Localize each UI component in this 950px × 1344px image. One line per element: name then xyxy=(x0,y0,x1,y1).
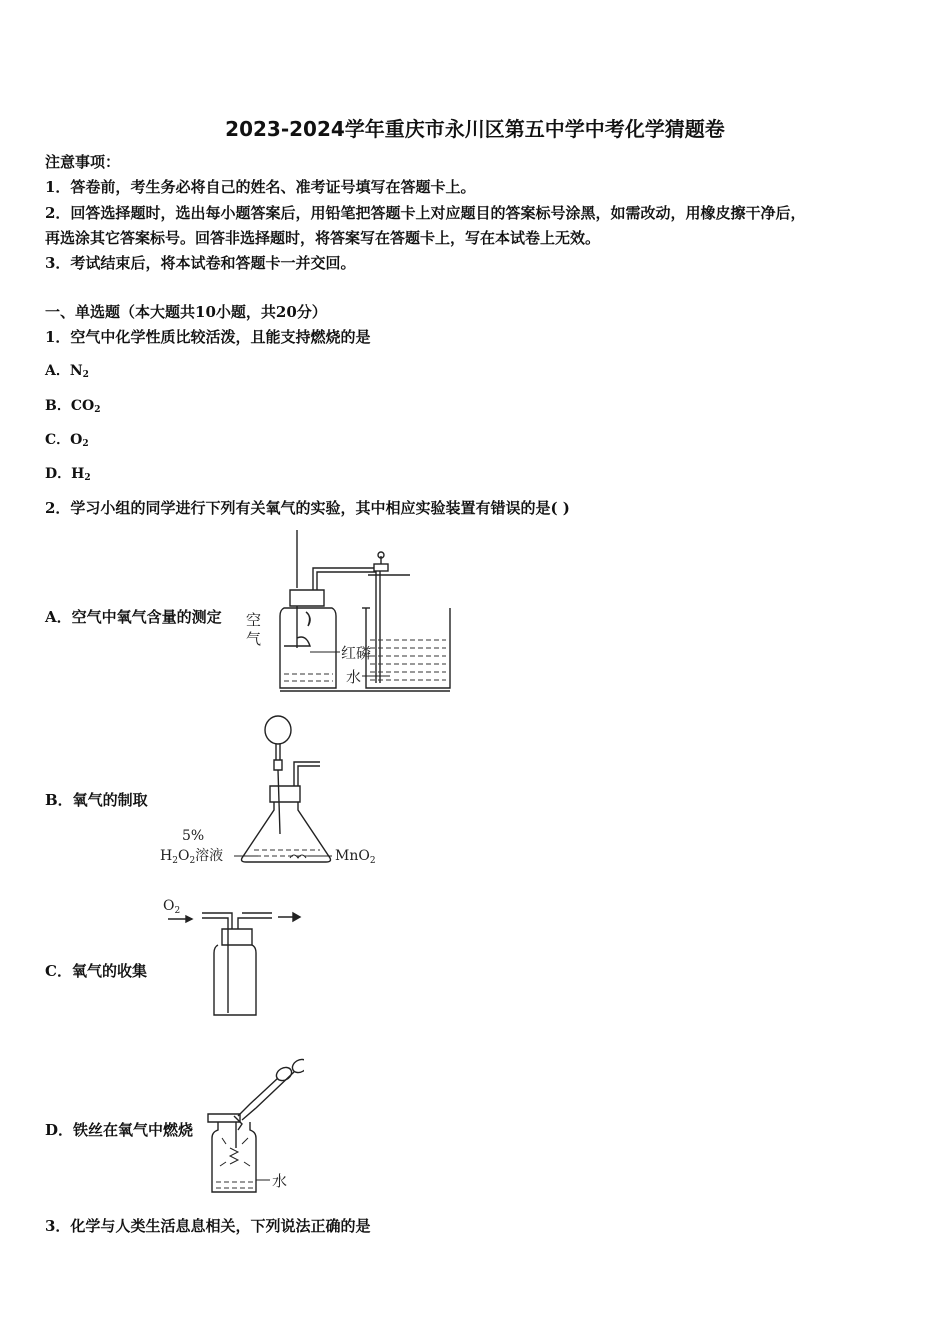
figure-b-apparatus xyxy=(158,712,383,870)
question-1-stem: 1．空气中化学性质比较活泼，且能支持燃烧的是 xyxy=(45,328,371,346)
figure-c-apparatus xyxy=(158,893,308,1021)
q2-option-a: A．空气中氧气含量的测定 xyxy=(45,608,222,626)
option-subscript: 2 xyxy=(84,473,91,483)
option-label: B． xyxy=(45,398,71,414)
q2-option-c: C．氧气的收集 xyxy=(45,962,147,980)
figure-d-apparatus xyxy=(204,1052,304,1197)
air-label-top: 空 xyxy=(246,611,262,629)
q1-option-c xyxy=(45,429,89,449)
option-label: A． xyxy=(45,363,70,379)
water-label: 水 xyxy=(346,668,362,686)
page-title: 2023-2024学年重庆市永川区第五中学中考化学猜题卷 xyxy=(225,117,725,141)
option-subscript: 2 xyxy=(82,439,89,449)
question-2-stem: 2．学习小组的同学进行下列有关氧气的实验，其中相应实验装置有错误的是( ) xyxy=(45,499,570,517)
option-subscript: 2 xyxy=(82,370,89,380)
water-label: 水 xyxy=(272,1172,288,1190)
option-formula: CO xyxy=(70,398,95,414)
section-heading: 一、单选题（本大题共10小题，共20分） xyxy=(45,303,327,321)
option-label: C． xyxy=(45,432,71,448)
notice-item: 再选涂其它答案标号。回答非选择题时，将答案写在答题卡上，写在本试卷上无效。 xyxy=(45,229,601,247)
option-formula: H xyxy=(71,466,85,482)
q1-option-d xyxy=(45,463,91,483)
option-formula: N xyxy=(69,363,83,379)
notice-item: 1．答卷前，考生务必将自己的姓名、准考证号填写在答题卡上。 xyxy=(45,178,476,196)
figure-a-apparatus xyxy=(240,528,455,698)
q1-option-b xyxy=(45,395,100,415)
option-formula: O xyxy=(70,432,83,448)
h2o2-solution-label: $H_2O_2$溶液 xyxy=(160,848,224,866)
option-subscript: 2 xyxy=(94,405,101,415)
q2-option-d: D．铁丝在氧气中燃烧 xyxy=(45,1121,194,1139)
notice-heading: 注意事项： xyxy=(45,153,121,171)
question-3-stem: 3．化学与人类生活息息相关，下列说法正确的是 xyxy=(45,1217,371,1235)
concentration-label: 5% xyxy=(182,828,205,844)
notice-item: 2．回答选择题时，选出每小题答案后，用铅笔把答题卡上对应题目的答案标号涂黑，如需改动，用橡皮擦干净后， xyxy=(45,204,806,222)
option-label: D． xyxy=(45,466,72,482)
mno2-label: MnO$_2$ xyxy=(335,848,376,866)
notice-item: 3．考试结束后，将本试卷和答题卡一并交回。 xyxy=(45,254,356,272)
o2-inlet-label: $O_2$ xyxy=(163,898,181,916)
red-phosphorus-label: 红磷 xyxy=(341,644,372,662)
q1-option-a xyxy=(45,360,89,380)
q2-option-b: B．氧气的制取 xyxy=(45,791,148,809)
air-label-bottom: 气 xyxy=(246,630,262,648)
